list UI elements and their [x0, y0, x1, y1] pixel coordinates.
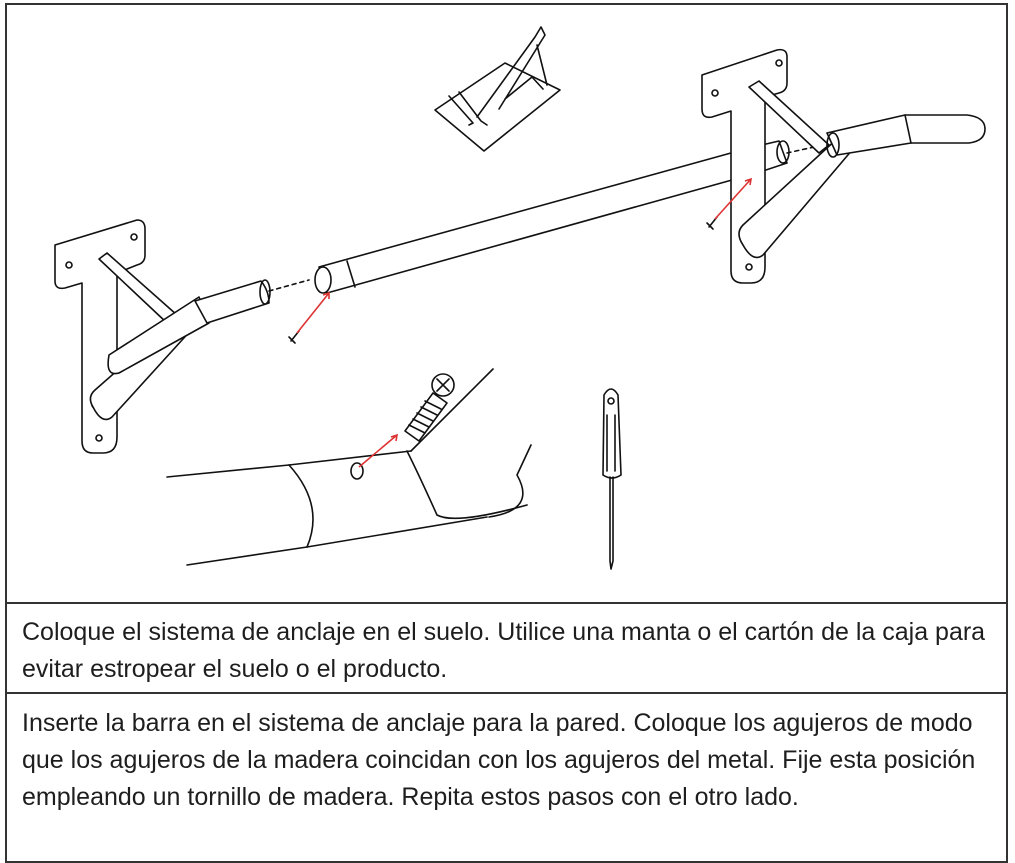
wall-bracket-left-icon — [55, 220, 270, 453]
floor-mat-icon — [435, 27, 560, 151]
step-text-2: Inserte la barra en el sistema de anclaje para la pared. Coloque los agujeros de modo que los agujeros de la madera coincidan con los agujeros del metal. Fije esta posición empleando un tornillo de madera. Repita estos pasos con el otro lado. — [22, 709, 976, 811]
assembly-illustration — [7, 5, 1006, 602]
screwdriver-icon — [603, 389, 621, 569]
step-text-1: Coloque el sistema de anclaje en el suelo. Utilice una manta o el cartón de la caja para evitar estropear el suelo o el producto. — [22, 618, 986, 683]
divider-top — [7, 602, 1006, 604]
closeup-detail — [167, 369, 531, 565]
pull-up-bar-icon — [315, 141, 789, 293]
wall-bracket-right-icon — [702, 50, 985, 283]
divider-middle — [7, 692, 1006, 694]
